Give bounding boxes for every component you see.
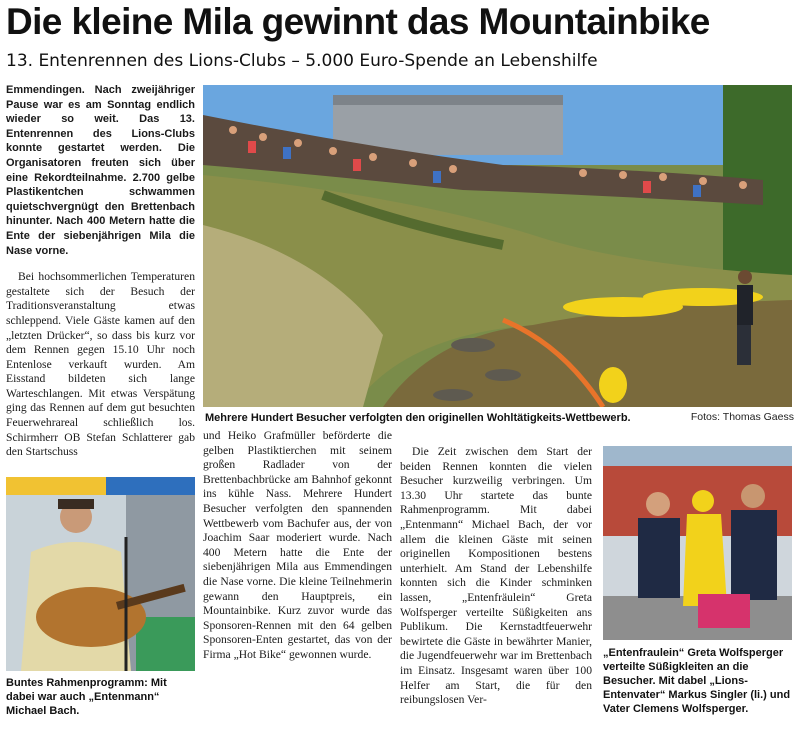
- main-photo-caption: Mehrere Hundert Besucher verfolgten den originellen Wohltätigkeits-Wettbewerb.: [205, 412, 631, 424]
- article-column-2: [203, 429, 392, 725]
- right-photo: [603, 446, 792, 640]
- article-column-1: [6, 83, 195, 479]
- photo-credit: Fotos: Thomas Gaess: [690, 411, 794, 423]
- body-paragraph-3: Die Zeit zwischen dem Start der beiden Rennen konnten die vielen Besucher kurzweilig verbringen. Um 13.30 Uhr startete das bunte Rahmenprogramm. Mit dabei „Entenmann“ Michael Bach, der vor allem die kleinen Gäste mit seinen originellen Kompositionen bestens unterhielt. Am Stand der Lebenshilfe konnten sich die Kinder schminken lassen, „Entenfräulein“ Greta Wolfsperger verteilte Süßigkeiten ans Publikum. Die Kernstadtfeuerwehr bewirtete die Gäste in bewährter Manier, die Jugendfeuerwehr war im Brettenbach im Einsatz. Insgesamt waren über 100 Helfer am Start, die für den reibungslosen Ver-: [400, 445, 592, 707]
- body-paragraph-2: und Heiko Grafmüller beförderte die gelben Plastiktierchen mit seinem großen Radlader von der Brettenbachbrücke am Bahnhof gekonnt ins kühle Nass. Mehrere Hundert Besucher verfolgten den spannenden Wettbewerb vom Bachufer aus, der von Joachim Saar moderiert wurde. Nach 400 Metern hatte die Ente der siebenjährigen Mila aus Emmendingen die Nase vorne. Die kleine Teilnehmerin gewann den Hauptpreis, ein Mountainbike. Kurz zuvor wurde das Sponsoren-Rennen mit den 64 gelben Sponsoren-Enten gestartet, das von der Firma „Hot Bike“ gewonnen wurde.: [203, 429, 392, 661]
- main-photo: [203, 85, 792, 407]
- right-photo-caption: „Entenfraulein“ Greta Wolfsperger verteilte Süßigkleiten an die Besucher. Mit dabel „Lions-Entenvater“ Markus Singler (li.) und Vater Clemens Wolfsperger.: [603, 647, 791, 715]
- article-column-3: [400, 445, 592, 725]
- musician-photo: [6, 477, 195, 671]
- group-photo: [603, 446, 792, 640]
- body-paragraph-1: Bei hochsommerlichen Temperaturen gestaltete sich der Besuch der Traditionsveranstaltung etwas schleppend. Viele Gäste kamen auf den „letzten Drücker“, so dass bis kurz vor dem Rennen gegen 15.10 Uhr noch Entenlose verkauft wurden. Am Eisstand bildeten sich lange Warteschlangen. Mit etwas Verspätung ging das Rennen auf dem gut besuchten Feuerwehrareal schließlich los. Schirmherr OB Stefan Schlatterer gab den Startschuss: [6, 270, 195, 459]
- left-photo: [6, 477, 195, 671]
- intro-paragraph: Emmendingen. Nach zweijähriger Pause war es am Sonntag endlich wieder so weit. Das 13. Entenrennen des Lions-Clubs konnte gestartet werden. Die Organisatoren freuten sich über eine Rekordteilnahme. 2.700 gelbe Plastikentchen schwammen quietschvergnügt den Brettenbach hinunter. Nach 400 Metern hatte die Ente der siebenjährigen Mila die Nase vorne.: [6, 84, 195, 257]
- subheadline: 13. Entenrennen des Lions-Clubs – 5.000 Euro-Spende an Lebenshilfe: [6, 51, 598, 71]
- left-photo-caption: Buntes Rahmenprogramm: Mit dabei war auch „Entenmann“ Michael Bach.: [6, 677, 167, 717]
- headline: Die kleine Mila gewinnt das Mountainbike: [6, 1, 710, 42]
- duck-race-photo: [203, 85, 792, 407]
